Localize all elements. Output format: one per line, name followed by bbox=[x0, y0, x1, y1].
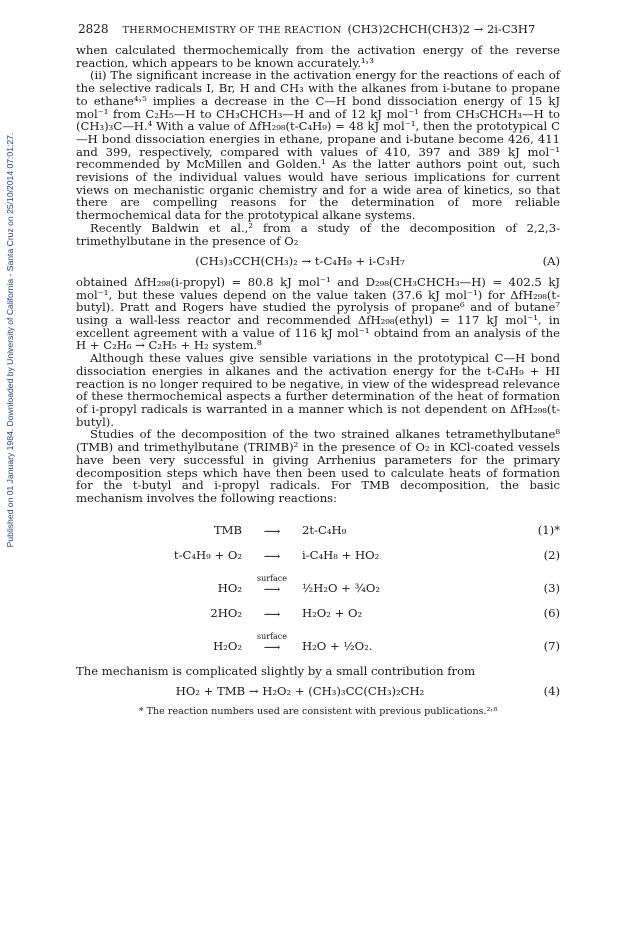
reaction-number: (7) bbox=[543, 638, 560, 653]
reactants: HO₂ bbox=[217, 580, 242, 595]
reactants: TMB bbox=[213, 522, 242, 537]
download-watermark-text: Published on 01 January 1984. Downloaded by University of California - Santa Cruz on 25/10/2014 07:01:27. bbox=[5, 132, 15, 548]
reaction-row bbox=[76, 620, 560, 653]
equation-expression: HO₂ + TMB → H₂O₂ + (CH₃)₃CC(CH₃)₂CH₂ bbox=[175, 684, 425, 699]
reaction-mechanism bbox=[76, 512, 560, 653]
article-body bbox=[76, 44, 560, 719]
paragraph: The mechanism is complicated slightly by a small contribution from bbox=[76, 663, 476, 678]
arrow-condition: surface bbox=[256, 573, 288, 583]
arrow-condition: surface bbox=[256, 631, 288, 641]
reactants: 2HO₂ bbox=[210, 605, 242, 620]
equation-label: (A) bbox=[542, 254, 560, 269]
reaction-arrow: surface ⟶ bbox=[256, 631, 288, 654]
reaction-number: (6) bbox=[543, 605, 560, 620]
running-title: THERMOCHEMISTRY OF THE REACTION bbox=[122, 25, 342, 36]
products: H₂O + ½O₂. bbox=[302, 638, 373, 653]
equation-A bbox=[76, 255, 560, 268]
paragraph: obtained ΔfH₂₉₈(i-propyl) = 80.8 kJ mol⁻¹ and D₂₉₈(CH₃CHCH₃—H) = 402.5 kJ mol⁻¹, but these values depend on the value taken (37.6 kJ mol⁻¹) for ΔfH₂₉₈(t-butyl). Pratt and Rogers have studied the pyrolysis of propane⁶ and of butane⁷ using a wall-less reactor and recommended ΔfH₂₉₈(ethyl) = 117 kJ mol⁻¹, in excellent agreement with a value of 116 kJ mol⁻¹ obtaind from an analysis of the H + C₂H₆ → C₂H₅ + H₂ system.⁸ bbox=[76, 274, 560, 353]
reaction-row bbox=[76, 562, 560, 595]
paragraph: Although these values give sensible variations in the prototypical C—H bond dissociation energies in alkanes and the activation energy for the t-C₄H₉ + HI reaction is no longer required to be negative, in view of the widespread relevance of these thermochemical aspects a further determination of the heat of formation of i-propyl radicals is warranted in a manner which is not dependent on ΔfH₂₉₈(t-butyl). bbox=[76, 351, 560, 429]
reaction-number: (2) bbox=[543, 547, 560, 562]
reaction-number: (1)* bbox=[537, 522, 560, 537]
paragraph: when calculated thermochemically from the activation energy of the reverse reaction, which appears to be known accurately.¹˒³ bbox=[76, 43, 560, 70]
products: 2t-C₄H₉ bbox=[302, 522, 347, 537]
paragraph: Studies of the decomposition of the two strained alkanes tetramethylbutane⁸ (TMB) and trimethylbutane (TRIMB)² in the presence of O₂ in KCl-coated vessels have been very successful in giving Arrhenius parameters for the primary decomposition steps which have then been used to calculate heats of formation for the t-butyl and i-propyl radicals. For TMB decomposition, the basic mechanism involves the following reactions: bbox=[76, 427, 560, 505]
reaction-arrow: ⟶ bbox=[263, 548, 281, 563]
running-header bbox=[78, 22, 558, 36]
reaction-row bbox=[76, 595, 560, 620]
page-number: 2828 bbox=[78, 22, 109, 36]
reaction-number: (3) bbox=[543, 580, 560, 595]
running-title-formula: (CH3)2CHCH(CH3)2 → 2i-C3H7 bbox=[347, 22, 536, 36]
paragraph: (ii) The significant increase in the activation energy for the reactions of each of the selective radicals I, Br, H and CH₃ with the alkanes from i-butane to propane to ethane⁴˒⁵ implies a decrease in the C—H bond dissociation energy of 15 kJ mol⁻¹ from C₂H₅—H to CH₃CHCH₃—H and of 12 kJ mol⁻¹ from CH₃CHCH₃—H to (CH₃)₃C—H.⁴ With a value of ΔfH₂₉₈(t-C₄H₉) = 48 kJ mol⁻¹, then the prototypical C—H bond dissociation energies in ethane, propane and i-butane become 426, 411 and 399, respectively, compared with values of 410, 397 and 389 kJ mol⁻¹ recommended by McMillen and Golden.¹ As the latter authors point out, such revisions of the individual values would have serious implications for current views on mechanistic organic chemistry and for a wide area of kinetics, so that there are compelling reasons for the determination of more reliable thermochemical data for the prototypical alkane systems. bbox=[76, 68, 560, 223]
reaction-arrow: ⟶ bbox=[263, 606, 281, 621]
reactants: H₂O₂ bbox=[213, 638, 242, 653]
equation-label: (4) bbox=[543, 684, 560, 699]
equation-expression: (CH₃)₃CCH(CH₃)₂ → t-C₄H₉ + i-C₃H₇ bbox=[195, 254, 405, 269]
reaction-row bbox=[76, 512, 560, 537]
products: ½H₂O + ¾O₂ bbox=[302, 580, 380, 595]
equation-4 bbox=[76, 685, 560, 698]
paragraph: Recently Baldwin et al.,² from a study of the decomposition of 2,2,3-trimethylbutane in the presence of O₂ bbox=[76, 220, 560, 248]
reaction-row bbox=[76, 537, 560, 562]
reaction-arrow: ⟶ bbox=[263, 523, 281, 538]
download-watermark bbox=[3, 80, 17, 600]
products: H₂O₂ + O₂ bbox=[302, 605, 363, 620]
reactants: t-C₄H₉ + O₂ bbox=[173, 547, 242, 562]
footnote: * The reaction numbers used are consistent with previous publications.²˒⁸ bbox=[138, 706, 498, 718]
reaction-arrow: surface ⟶ bbox=[256, 573, 288, 596]
products: i-C₄H₈ + HO₂ bbox=[302, 547, 380, 562]
